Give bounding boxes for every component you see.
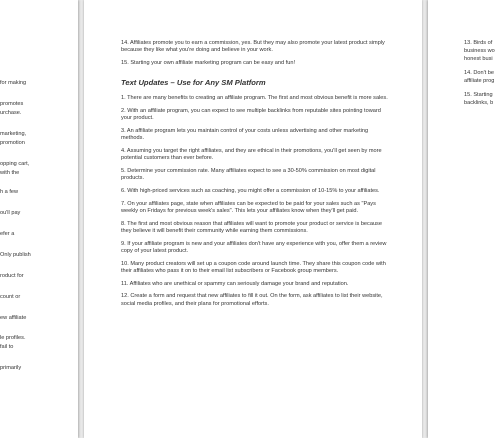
left-page-text: promotes bbox=[0, 101, 24, 107]
left-page-text: marketing, bbox=[0, 131, 27, 137]
right-page-text: business wo bbox=[464, 48, 495, 54]
list-item: 1. There are many benefits to creating an affiliate program. The first and most obvious benefit is more sales. bbox=[121, 95, 388, 102]
left-page-text: efer a bbox=[0, 231, 15, 237]
left-page bbox=[0, 0, 78, 438]
left-page-text: for making bbox=[0, 80, 27, 86]
left-page-text: le profiles. bbox=[0, 335, 26, 341]
section-heading: Text Updates – Use for Any SM Platform bbox=[121, 78, 266, 88]
left-page-text: opping cart, bbox=[0, 161, 30, 167]
right-page-text: affiliate prog bbox=[464, 78, 495, 84]
list-item: 2. With an affiliate program, you can expect to see multiple backlinks from reputable sites pointing toward your product. bbox=[121, 108, 381, 122]
right-page-text: 15. Starting bbox=[464, 92, 493, 98]
left-page-text: h a few bbox=[0, 189, 19, 195]
left-page-text: roduct for bbox=[0, 273, 24, 279]
list-item: 7. On your affiliates page, state when affiliates can be expected to be paid for your sales such as "Pays weekly on Fridays for previous week's sales". This lets your affiliates know when they'll get paid. bbox=[121, 200, 376, 214]
left-page-text: with the bbox=[0, 170, 20, 176]
intro-item: 14. Affiliates promote you to earn a commission, yes. But they may also promote your latest product simply because they like what you're doing and believe in your work. bbox=[121, 40, 385, 54]
list-item: 9. If your affiliate program is new and your affiliates don't have any experience with you, offer them a review copy of your latest product. bbox=[121, 240, 387, 254]
right-page-text: backlinks, b bbox=[464, 100, 494, 106]
main-page-body bbox=[121, 40, 391, 313]
list-item: 12. Create a form and request that new affiliates to fill it out. On the form, ask affiliates to list their website, social media profiles, and their plans for promotional efforts. bbox=[121, 293, 383, 307]
left-page-text: urchase. bbox=[0, 110, 22, 116]
list-item: 11. Affiliates who are unethical or spammy can seriously damage your brand and reputation. bbox=[121, 280, 349, 287]
right-page-text: 14. Don't be bbox=[464, 70, 494, 76]
list-item: 4. Assuming you target the right affiliates, and they are ethical in their promotions, you'll get seen by more potential customers than ever before. bbox=[121, 148, 382, 162]
left-page-text: count or bbox=[0, 294, 21, 300]
left-page-text: promotion bbox=[0, 140, 25, 146]
left-page-text: ew affiliate bbox=[0, 315, 27, 321]
intro-item: 15. Starting your own affiliate marketing program can be easy and fun! bbox=[121, 60, 296, 66]
left-page-text: primarily bbox=[0, 365, 22, 371]
right-page-text: honest busi bbox=[464, 56, 493, 62]
right-page bbox=[428, 0, 500, 438]
list-item: 6. With high-priced services such as coaching, you might offer a commission of 10-15% to your affiliates. bbox=[121, 188, 380, 194]
list-item: 3. An affiliate program lets you maintain control of your costs unless advertising and other marketing methods. bbox=[121, 128, 369, 142]
left-page-text: Only publish bbox=[0, 252, 31, 258]
list-item: 8. The first and most obvious reason that affiliates will want to promote your product or service is because they believe it will benefit their community while earning them commissions. bbox=[121, 220, 382, 234]
main-page bbox=[84, 0, 422, 438]
right-page-text: 13. Birds of bbox=[464, 40, 493, 46]
list-item: 5. Determine your commission rate. Many affiliates expect to see a 30-50% commission on most digital products. bbox=[121, 168, 376, 182]
left-page-text: fail to bbox=[0, 344, 14, 350]
left-page-text: ou'll pay bbox=[0, 210, 21, 216]
list-item: 10. Many product creators will set up a coupon code around launch time. They share this coupon code with their affiliates who pass it on to their email list subscribers or Facebook group members. bbox=[121, 260, 386, 274]
